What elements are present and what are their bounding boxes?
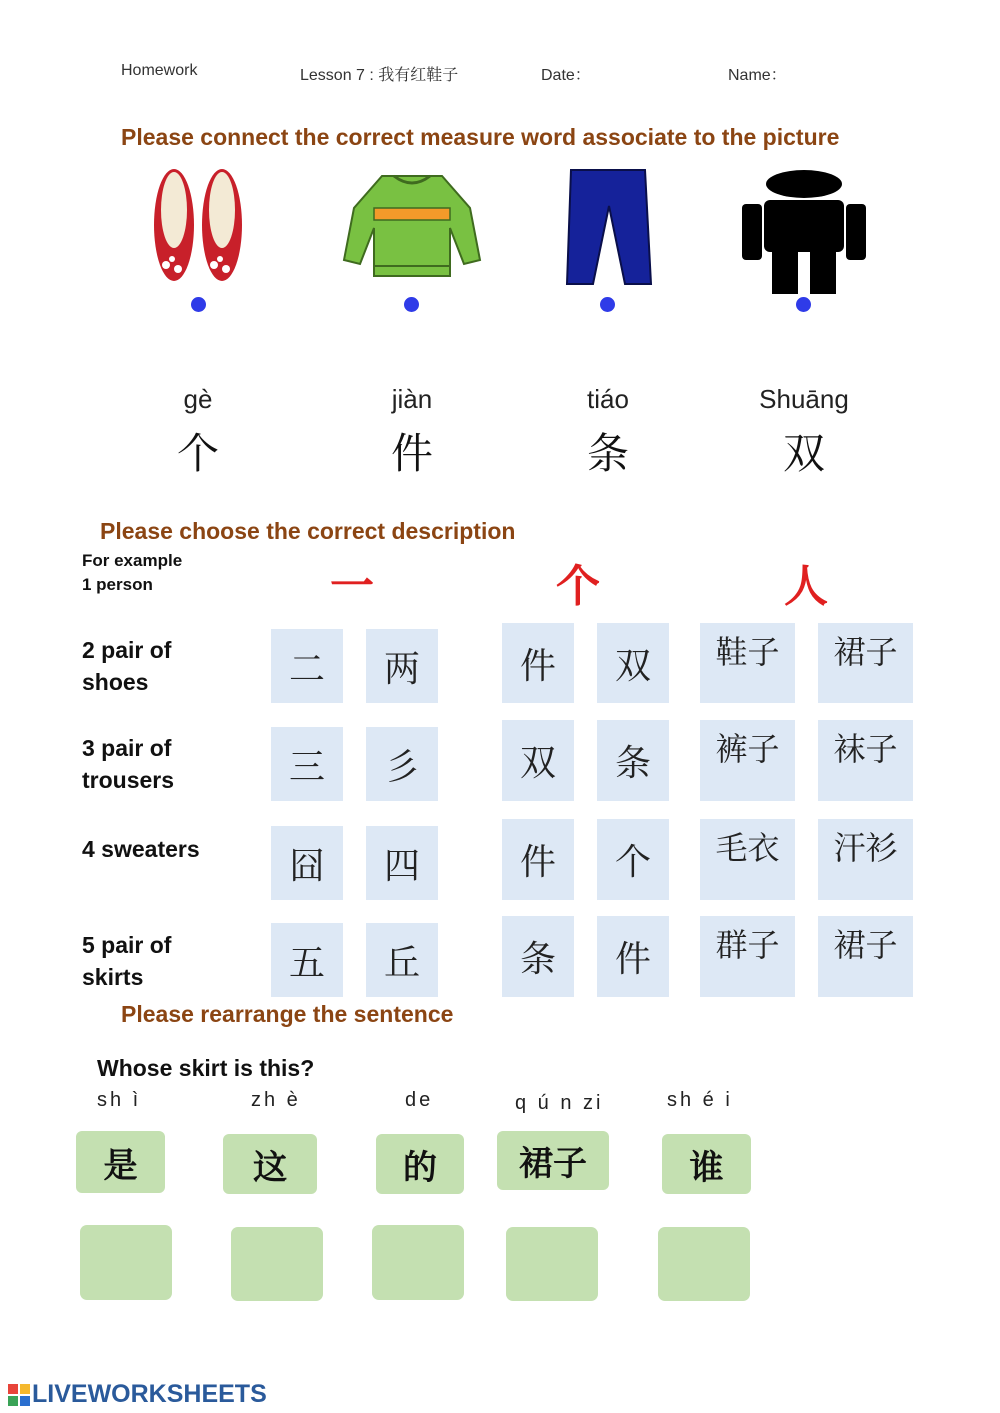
answer-slot[interactable]: [231, 1227, 323, 1301]
brand-name: LIVEWORKSHEETS: [32, 1380, 267, 1408]
measure-pinyin: jiàn: [391, 384, 433, 414]
answer-slot[interactable]: [658, 1227, 750, 1301]
measure-hanzi[interactable]: 个: [176, 429, 219, 478]
option-box[interactable]: 裙子: [818, 916, 913, 997]
row-label: 4 sweaters: [82, 836, 200, 862]
option-box[interactable]: 裙子: [818, 623, 913, 703]
option-box[interactable]: 件: [502, 623, 574, 703]
draggable-word[interactable]: 的: [376, 1134, 464, 1194]
option-box[interactable]: 五: [271, 923, 343, 997]
option-box[interactable]: 件: [597, 916, 669, 997]
connect-dot-trousers[interactable]: [600, 297, 615, 312]
option-box[interactable]: 双: [502, 720, 574, 801]
option-box[interactable]: 四: [366, 826, 438, 900]
section3-title: Please rearrange the sentence: [121, 1001, 454, 1027]
option-box[interactable]: 条: [597, 720, 669, 801]
draggable-word[interactable]: 裙子: [497, 1131, 609, 1190]
option-box[interactable]: 裤子: [700, 720, 795, 801]
draggable-word[interactable]: 是: [76, 1131, 165, 1193]
person-picture: [742, 170, 866, 294]
row-label: 5 pair of: [82, 932, 172, 958]
row-label: trousers: [82, 767, 175, 793]
option-box[interactable]: 鞋子: [700, 623, 795, 703]
header-name: Name：: [728, 67, 787, 84]
measure-hanzi[interactable]: 双: [782, 429, 825, 478]
example-char: 个: [556, 561, 600, 612]
shoes-picture: [148, 165, 248, 290]
row-label: skirts: [82, 964, 144, 990]
sentence-question: Whose skirt is this?: [97, 1055, 315, 1081]
option-box[interactable]: 囧: [271, 826, 343, 900]
option-box[interactable]: 三: [271, 727, 343, 801]
measure-hanzi[interactable]: 件: [390, 429, 433, 478]
option-box[interactable]: 条: [502, 916, 574, 997]
example-char: 人: [784, 561, 828, 612]
word-pinyin: q ú n zi: [515, 1092, 604, 1114]
word-pinyin: zh è: [251, 1089, 301, 1111]
word-pinyin: de: [405, 1089, 434, 1111]
option-box[interactable]: 毛衣: [700, 819, 795, 900]
option-box[interactable]: 丘: [366, 923, 438, 997]
measure-pinyin: Shuāng: [759, 384, 849, 414]
header-lesson: Lesson 7 : 我有红鞋子: [300, 67, 459, 84]
example-char: 一: [330, 561, 374, 612]
header-date: Date：: [541, 67, 591, 84]
option-box[interactable]: 两: [366, 629, 438, 703]
trousers-picture: [563, 166, 653, 286]
draggable-word[interactable]: 谁: [662, 1134, 751, 1194]
answer-slot[interactable]: [80, 1225, 172, 1300]
section1-title: Please connect the correct measure word associate to the picture: [121, 124, 840, 150]
draggable-word[interactable]: 这: [223, 1134, 317, 1194]
section2-title: Please choose the correct description: [100, 518, 516, 544]
option-box[interactable]: 件: [502, 819, 574, 900]
option-box[interactable]: 袜子: [818, 720, 913, 801]
example-line1: For example: [82, 551, 183, 570]
row-label: 2 pair of: [82, 637, 172, 663]
sweater-picture: [342, 168, 482, 283]
option-box[interactable]: 二: [271, 629, 343, 703]
measure-pinyin: tiáo: [587, 384, 629, 414]
option-box[interactable]: 汗衫: [818, 819, 913, 900]
answer-slot[interactable]: [372, 1225, 464, 1300]
option-box[interactable]: 双: [597, 623, 669, 703]
connect-dot-sweater[interactable]: [404, 297, 419, 312]
row-label: 3 pair of: [82, 735, 172, 761]
measure-pinyin: gè: [183, 384, 213, 414]
example-line2: 1 person: [82, 575, 153, 594]
connect-dot-person[interactable]: [796, 297, 811, 312]
option-box[interactable]: 个: [597, 819, 669, 900]
option-box[interactable]: 彡: [366, 727, 438, 801]
word-pinyin: sh ì: [97, 1089, 142, 1111]
row-label: shoes: [82, 669, 149, 695]
measure-hanzi[interactable]: 条: [586, 429, 629, 478]
answer-slot[interactable]: [506, 1227, 598, 1301]
header-homework: Homework: [121, 62, 198, 79]
liveworksheets-logo-icon: [8, 1384, 30, 1406]
option-box[interactable]: 群子: [700, 916, 795, 997]
word-pinyin: sh é i: [667, 1089, 733, 1111]
connect-dot-shoes[interactable]: [191, 297, 206, 312]
